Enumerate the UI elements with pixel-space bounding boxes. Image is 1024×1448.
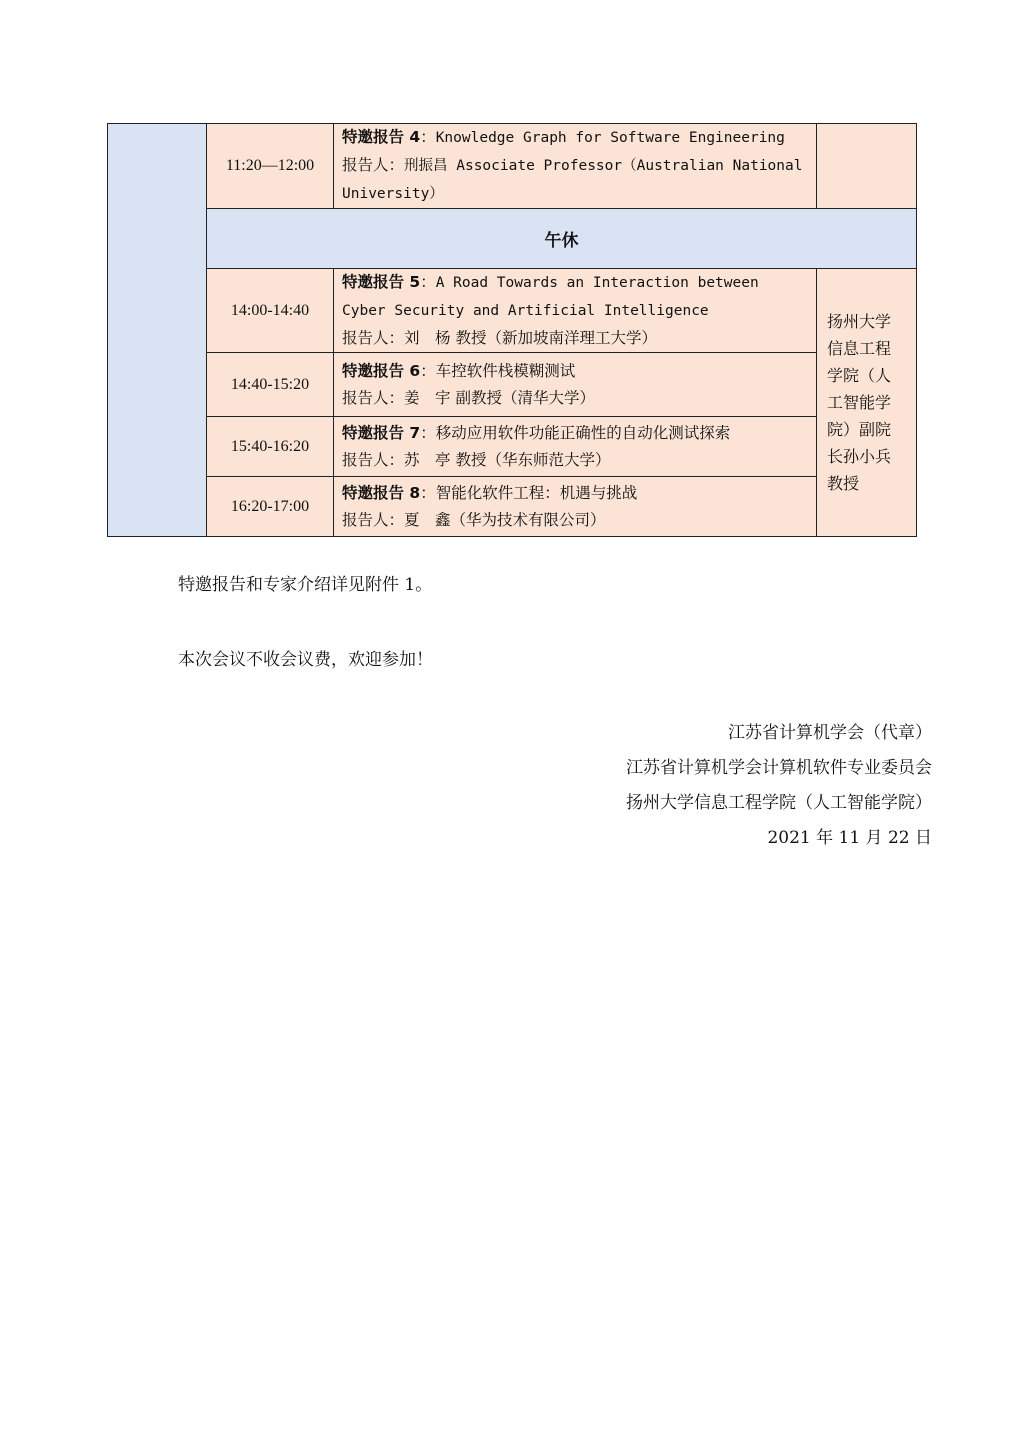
talk-title: Knowledge Graph for Software Engineering [435, 130, 785, 146]
talk-cell [334, 417, 817, 477]
day-column-cell [108, 124, 207, 537]
host-cell: 扬州大学信息工程学院（人工智能学院）副院长孙小兵教授 [817, 269, 917, 537]
signature-line-3: 扬州大学信息工程学院（人工智能学院） [626, 793, 932, 813]
talk-cell [334, 124, 817, 209]
talk-cell [334, 477, 817, 537]
talk-label: 特邀报告 7 [342, 423, 421, 442]
talk-separator: ： [420, 361, 436, 380]
time-cell: 14:40-15:20 [207, 353, 334, 417]
schedule-row [108, 124, 917, 209]
talk-title: 移动应用软件功能正确性的自动化测试探索 [435, 423, 731, 442]
talk-title: A Road Towards an Interaction between Cyber Security and Artificial Intelligence [342, 275, 759, 319]
talk-separator: ： [420, 273, 436, 291]
time-cell: 14:00-14:40 [207, 269, 334, 353]
speaker: 夏 鑫（华为技术有限公司） [404, 510, 606, 529]
talk-separator: ： [420, 423, 436, 442]
time-cell: 15:40-16:20 [207, 417, 334, 477]
lunch-break: 午休 [207, 209, 917, 269]
talk-title: 智能化软件工程：机遇与挑战 [435, 483, 638, 502]
schedule-row [108, 353, 917, 417]
schedule-row [108, 417, 917, 477]
schedule-row [108, 477, 917, 537]
talk-separator: ： [420, 128, 436, 146]
signature-line-1: 江苏省计算机学会（代章） [728, 723, 932, 743]
schedule-row [108, 269, 917, 353]
host-cell-empty [817, 124, 917, 209]
speaker-label: 报告人： [342, 388, 405, 407]
schedule-table [107, 123, 917, 537]
speaker-label: 报告人： [342, 329, 405, 347]
speaker: 姜 宇 副教授（清华大学） [404, 388, 595, 407]
time-cell: 11:20—12:00 [207, 124, 334, 209]
speaker: 刘 杨 教授（新加坡南洋理工大学） [404, 329, 657, 347]
speaker-label: 报告人： [342, 510, 405, 529]
break-row [108, 209, 917, 269]
talk-separator: ： [420, 483, 436, 502]
talk-title: 车控软件栈模糊测试 [435, 361, 576, 380]
talk-label: 特邀报告 5 [342, 273, 421, 291]
talk-label: 特邀报告 6 [342, 361, 421, 380]
attachment-note: 特邀报告和专家介绍详见附件 1。 [178, 575, 433, 595]
talk-label: 特邀报告 4 [342, 128, 421, 146]
speaker: 苏 亭 教授（华东师范大学） [404, 450, 611, 469]
speaker: 刑振昌 Associate Professor（Australian National University） [342, 158, 803, 202]
signature-line-2: 江苏省计算机学会计算机软件专业委员会 [626, 758, 932, 778]
speaker-label: 报告人： [342, 156, 405, 174]
talk-cell [334, 353, 817, 417]
speaker-label: 报告人： [342, 450, 405, 469]
time-cell: 16:20-17:00 [207, 477, 334, 537]
talk-label: 特邀报告 8 [342, 483, 421, 502]
fee-note: 本次会议不收会议费，欢迎参加！ [178, 650, 433, 670]
talk-cell [334, 269, 817, 353]
signature-date: 2021 年 11 月 22 日 [767, 828, 932, 848]
